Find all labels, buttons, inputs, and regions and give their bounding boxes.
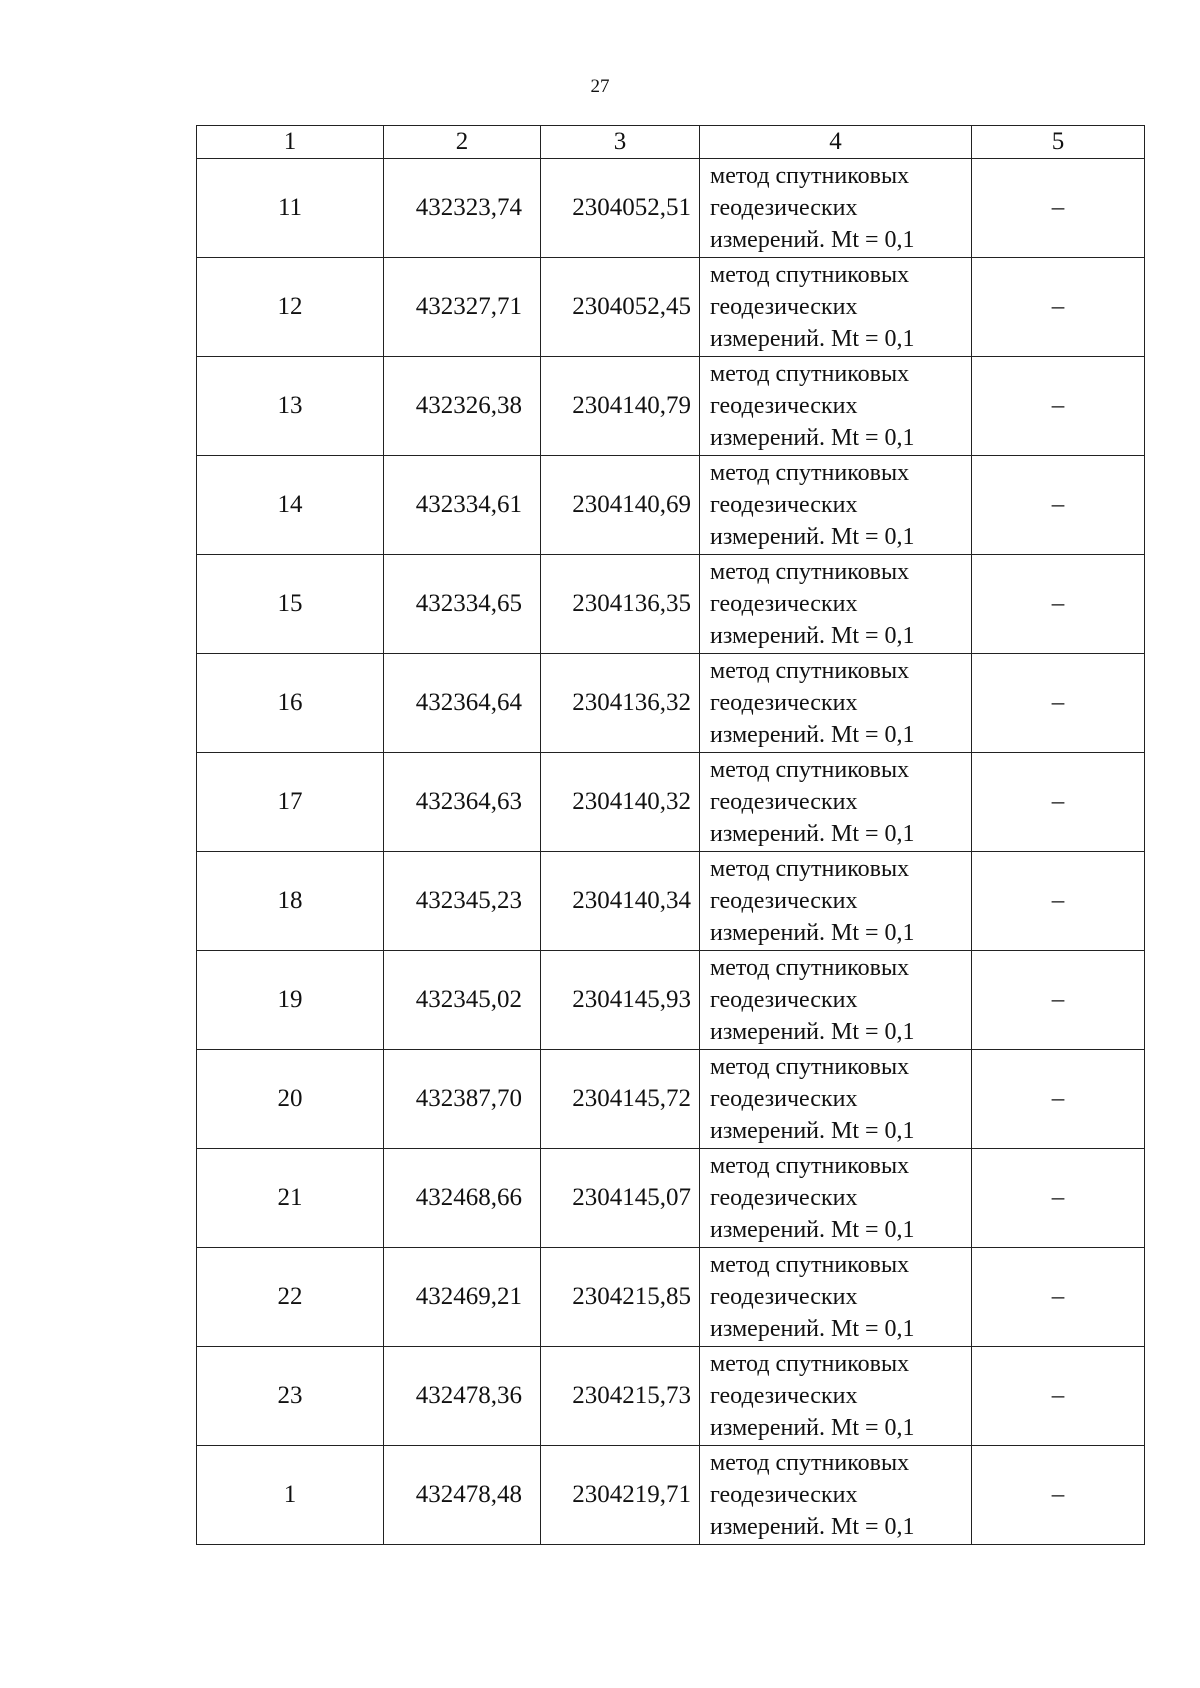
table-row [197, 951, 1145, 1050]
method-line: измерений. Mt = 0,1 [710, 227, 915, 253]
method-line: измерений. Mt = 0,1 [710, 524, 915, 550]
header-col-5: 5 [972, 126, 1145, 159]
method-line: измерений. Mt = 0,1 [710, 326, 915, 352]
table-row [197, 555, 1145, 654]
y-coordinate-cell: 2304215,73 [541, 1347, 700, 1446]
header-col-1: 1 [197, 126, 384, 159]
point-number-cell: 14 [197, 456, 384, 555]
table-header [197, 126, 1145, 159]
point-number-cell: 1 [197, 1446, 384, 1545]
note-cell: – [972, 159, 1145, 258]
method-cell [700, 1149, 972, 1248]
method-line: метод спутниковых [710, 757, 910, 783]
note-cell: – [972, 1347, 1145, 1446]
note-cell: – [972, 258, 1145, 357]
coordinates-table [196, 125, 1145, 1545]
point-number-cell: 23 [197, 1347, 384, 1446]
page-number: 27 [590, 76, 610, 97]
method-line: геодезических [710, 987, 858, 1013]
note-cell: – [972, 1248, 1145, 1347]
method-line: измерений. Mt = 0,1 [710, 722, 915, 748]
table-row [197, 456, 1145, 555]
method-cell [700, 159, 972, 258]
method-line: метод спутниковых [710, 361, 910, 387]
header-col-2: 2 [384, 126, 541, 159]
note-cell: – [972, 555, 1145, 654]
table-row [197, 258, 1145, 357]
method-line: геодезических [710, 393, 858, 419]
point-number-cell: 13 [197, 357, 384, 456]
x-coordinate-cell: 432469,21 [384, 1248, 541, 1347]
y-coordinate-cell: 2304136,32 [541, 654, 700, 753]
y-coordinate-cell: 2304140,34 [541, 852, 700, 951]
method-line: измерений. Mt = 0,1 [710, 1217, 915, 1243]
point-number-cell: 22 [197, 1248, 384, 1347]
table-row [197, 1149, 1145, 1248]
note-cell: – [972, 357, 1145, 456]
header-col-4: 4 [700, 126, 972, 159]
note-cell: – [972, 753, 1145, 852]
point-number-cell: 20 [197, 1050, 384, 1149]
method-line: измерений. Mt = 0,1 [710, 1118, 915, 1144]
method-line: геодезических [710, 591, 858, 617]
method-line: геодезических [710, 888, 858, 914]
method-line: метод спутниковых [710, 955, 910, 981]
point-number-cell: 19 [197, 951, 384, 1050]
point-number-cell: 17 [197, 753, 384, 852]
method-line: геодезических [710, 690, 858, 716]
header-row [197, 126, 1145, 159]
y-coordinate-cell: 2304052,45 [541, 258, 700, 357]
y-coordinate-cell: 2304145,72 [541, 1050, 700, 1149]
note-cell: – [972, 456, 1145, 555]
table-row [197, 159, 1145, 258]
y-coordinate-cell: 2304052,51 [541, 159, 700, 258]
method-line: геодезических [710, 789, 858, 815]
method-line: измерений. Mt = 0,1 [710, 1316, 915, 1342]
method-cell [700, 852, 972, 951]
x-coordinate-cell: 432334,65 [384, 555, 541, 654]
method-line: измерений. Mt = 0,1 [710, 1019, 915, 1045]
note-cell: – [972, 654, 1145, 753]
x-coordinate-cell: 432334,61 [384, 456, 541, 555]
x-coordinate-cell: 432327,71 [384, 258, 541, 357]
method-line: метод спутниковых [710, 1450, 910, 1476]
table-body [197, 159, 1145, 1545]
note-cell: – [972, 1149, 1145, 1248]
method-line: геодезических [710, 1284, 858, 1310]
method-cell [700, 951, 972, 1050]
method-line: метод спутниковых [710, 1054, 910, 1080]
y-coordinate-cell: 2304215,85 [541, 1248, 700, 1347]
method-cell [700, 555, 972, 654]
y-coordinate-cell: 2304140,69 [541, 456, 700, 555]
method-cell [700, 258, 972, 357]
method-line: геодезических [710, 1383, 858, 1409]
method-line: метод спутниковых [710, 856, 910, 882]
method-line: геодезических [710, 1482, 858, 1508]
method-cell [700, 1248, 972, 1347]
point-number-cell: 21 [197, 1149, 384, 1248]
table-row [197, 654, 1145, 753]
method-line: геодезических [710, 1185, 858, 1211]
header-col-3: 3 [541, 126, 700, 159]
note-cell: – [972, 1446, 1145, 1545]
method-cell [700, 1446, 972, 1545]
method-line: метод спутниковых [710, 1351, 910, 1377]
x-coordinate-cell: 432364,63 [384, 753, 541, 852]
x-coordinate-cell: 432387,70 [384, 1050, 541, 1149]
x-coordinate-cell: 432345,23 [384, 852, 541, 951]
y-coordinate-cell: 2304136,35 [541, 555, 700, 654]
table-row [197, 1347, 1145, 1446]
table-row [197, 753, 1145, 852]
y-coordinate-cell: 2304140,79 [541, 357, 700, 456]
y-coordinate-cell: 2304219,71 [541, 1446, 700, 1545]
method-line: геодезических [710, 294, 858, 320]
note-cell: – [972, 951, 1145, 1050]
y-coordinate-cell: 2304145,93 [541, 951, 700, 1050]
x-coordinate-cell: 432345,02 [384, 951, 541, 1050]
method-line: измерений. Mt = 0,1 [710, 1514, 915, 1540]
method-line: геодезических [710, 1086, 858, 1112]
point-number-cell: 15 [197, 555, 384, 654]
x-coordinate-cell: 432478,48 [384, 1446, 541, 1545]
table-row [197, 1050, 1145, 1149]
point-number-cell: 11 [197, 159, 384, 258]
method-cell [700, 654, 972, 753]
x-coordinate-cell: 432323,74 [384, 159, 541, 258]
method-line: метод спутниковых [710, 559, 910, 585]
method-line: геодезических [710, 492, 858, 518]
method-line: метод спутниковых [710, 163, 910, 189]
method-line: измерений. Mt = 0,1 [710, 425, 915, 451]
note-cell: – [972, 1050, 1145, 1149]
x-coordinate-cell: 432326,38 [384, 357, 541, 456]
method-line: метод спутниковых [710, 1153, 910, 1179]
method-line: измерений. Mt = 0,1 [710, 623, 915, 649]
method-line: измерений. Mt = 0,1 [710, 1415, 915, 1441]
method-line: измерений. Mt = 0,1 [710, 821, 915, 847]
x-coordinate-cell: 432364,64 [384, 654, 541, 753]
method-cell [700, 1050, 972, 1149]
y-coordinate-cell: 2304140,32 [541, 753, 700, 852]
table-row [197, 357, 1145, 456]
method-line: метод спутниковых [710, 262, 910, 288]
method-cell [700, 1347, 972, 1446]
method-line: метод спутниковых [710, 460, 910, 486]
table-row [197, 1446, 1145, 1545]
point-number-cell: 12 [197, 258, 384, 357]
method-line: геодезических [710, 195, 858, 221]
x-coordinate-cell: 432478,36 [384, 1347, 541, 1446]
y-coordinate-cell: 2304145,07 [541, 1149, 700, 1248]
method-line: метод спутниковых [710, 658, 910, 684]
method-cell [700, 456, 972, 555]
x-coordinate-cell: 432468,66 [384, 1149, 541, 1248]
method-cell [700, 753, 972, 852]
note-cell: – [972, 852, 1145, 951]
point-number-cell: 18 [197, 852, 384, 951]
method-line: измерений. Mt = 0,1 [710, 920, 915, 946]
point-number-cell: 16 [197, 654, 384, 753]
method-cell [700, 357, 972, 456]
table-row [197, 1248, 1145, 1347]
method-line: метод спутниковых [710, 1252, 910, 1278]
table-row [197, 852, 1145, 951]
